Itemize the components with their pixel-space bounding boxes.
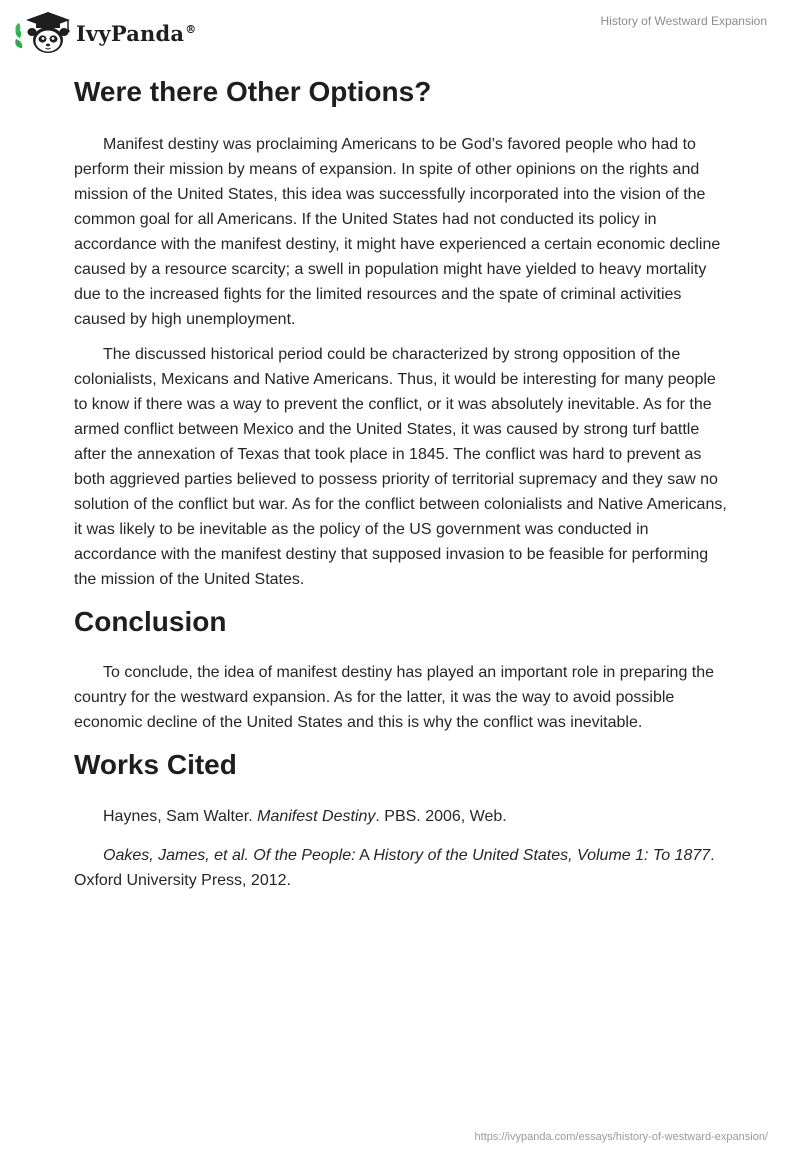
ivypanda-logo[interactable]	[14, 8, 196, 56]
citation-title: History of the United States, Volume 1: To 1877	[373, 847, 711, 864]
citation-details: . PBS. 2006, Web.	[375, 808, 507, 825]
section-heading-works-cited: Works Cited	[74, 749, 237, 780]
section-heading-options: Were there Other Options?	[74, 76, 432, 107]
document-title: History of Westward Expansion	[600, 14, 767, 28]
paragraph: The discussed historical period could be characterized by strong opposition of the colonialists, Mexicans and Native Americans. Thus, it would be interesting for many people to know if there was a way to prevent the conflict, or it was absolutely inevitable. As for the armed conflict between Mexico and the United States, it was caused by strong turf battle after the annexation of Texas that took place in 1845. The conflict was hard to prevent as both aggrieved parties believed to possess priority of territorial supremacy and they saw no solution of the conflict but war. As for the conflict between colonialists and Native Americans, it was likely to be inevitable as the policy of the US government was conducted in accordance with the manifest destiny that supposed invasion to be feasible for performing the mission of the United States.	[74, 346, 727, 588]
source-url-link[interactable]: https://ivypanda.com/essays/history-of-westward-expansion/	[474, 1131, 768, 1143]
citation-title: Manifest Destiny	[257, 808, 376, 825]
citation-author: Haynes, Sam Walter.	[103, 808, 258, 825]
panda-graduate-icon	[14, 8, 74, 56]
paragraph: Manifest destiny was proclaiming Americans to be God’s favored people who had to perform their mission by means of expansion. In spite of other opinions on the rights and mission of the United States, this idea was successfully incorporated into the vision of the common goal for all Americans. If the United States had not conducted its policy in accordance with the manifest destiny, it might have experienced a certain economic decline caused by a resource scarcity; a swell in population might have yielded to heavy mortality due to the increased fights for the limited resources and the spate of criminal activities caused by high unemployment.	[74, 136, 721, 328]
essay-content	[74, 72, 730, 893]
section-heading-conclusion: Conclusion	[74, 606, 227, 637]
citation-author: Oakes, James, et al. Of the People:	[103, 847, 356, 864]
paragraph: To conclude, the idea of manifest destiny has played an important role in preparing the country for the westward expansion. As for the latter, it was the way to avoid possible economic decline of the United States and this is why the conflict was inevitable.	[74, 664, 715, 731]
page-header	[0, 0, 800, 64]
registered-mark: ®	[185, 22, 197, 36]
brand-name	[76, 21, 196, 46]
citation-entry	[74, 843, 730, 893]
brand-name-text: IvyPanda	[76, 20, 185, 46]
citation-details: . Oxford University Press, 2012.	[74, 847, 715, 889]
citation-connector: A	[355, 847, 374, 864]
citation-entry	[74, 804, 730, 829]
